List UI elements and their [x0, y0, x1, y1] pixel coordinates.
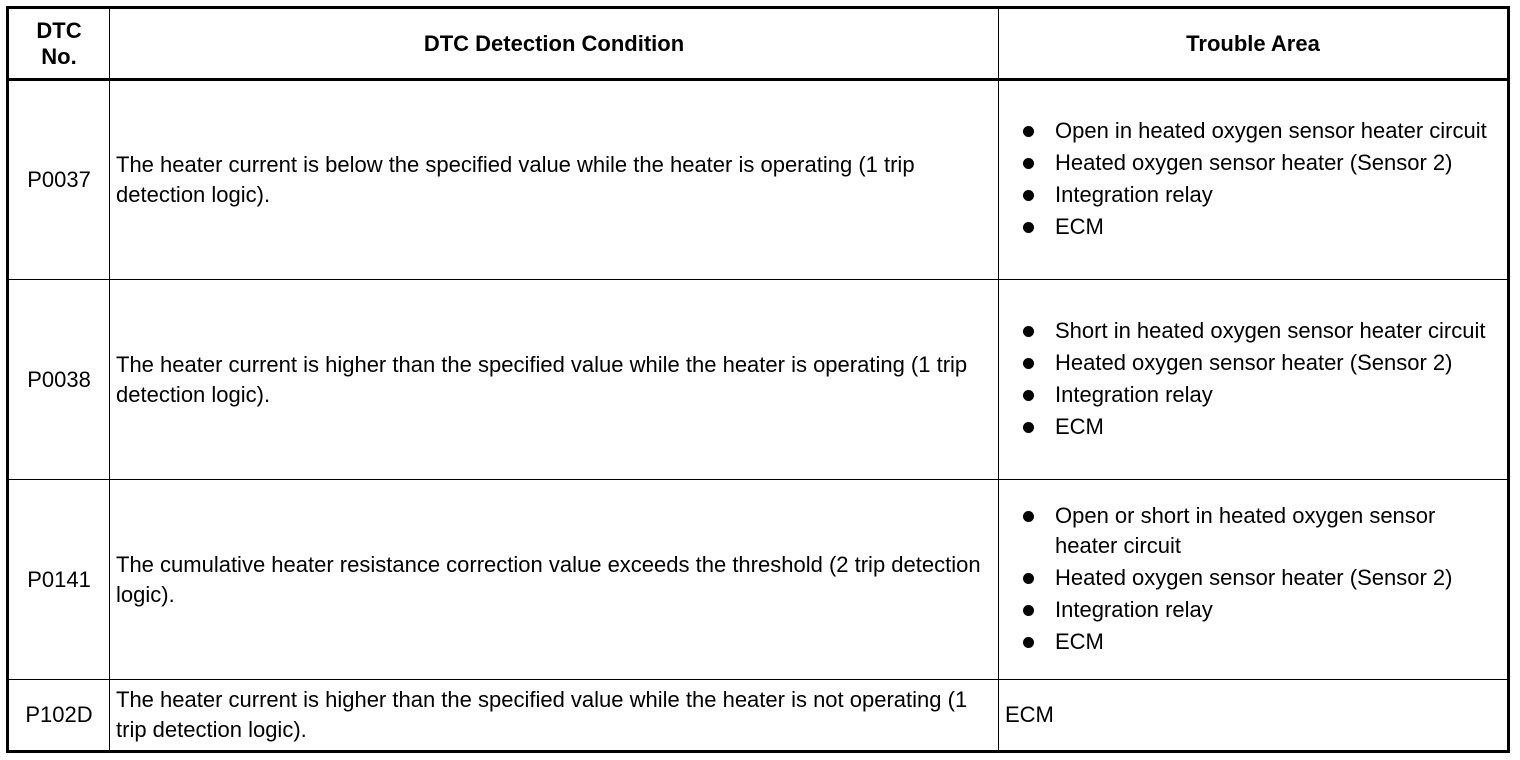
header-dtc-no-label: DTC No. [36, 17, 82, 69]
trouble-area: ECM [999, 680, 1509, 752]
trouble-area-item-text: Integration relay [1055, 596, 1213, 622]
bullet-icon [1023, 637, 1034, 648]
bullet-icon [1023, 326, 1034, 337]
trouble-area-item-text: Open in heated oxygen sensor heater circuit [1055, 118, 1487, 143]
trouble-area-item-text: Short in heated oxygen sensor heater circuit [1055, 317, 1486, 343]
trouble-area-item [1017, 595, 1499, 625]
header-dtc-no [8, 8, 110, 80]
trouble-area-item [1017, 180, 1499, 210]
detection-condition: The cumulative heater resistance correction value exceeds the threshold (2 trip detection logic). [110, 480, 999, 680]
dtc-code: P102D [8, 680, 110, 752]
trouble-area-list [1017, 501, 1499, 657]
bullet-icon [1023, 511, 1034, 522]
header-trouble-area: Trouble Area [999, 8, 1509, 80]
trouble-area-item [1017, 316, 1499, 346]
table-row [8, 280, 1509, 480]
trouble-area-list [1017, 116, 1499, 242]
table-row [8, 80, 1509, 280]
trouble-area-list [1017, 316, 1499, 442]
trouble-area-item [1017, 627, 1499, 657]
bullet-icon [1023, 605, 1034, 616]
trouble-area-item-text: ECM [1055, 214, 1104, 239]
trouble-area-item [1017, 348, 1499, 378]
table-row [8, 680, 1509, 752]
trouble-area-item-text: Heated oxygen sensor heater (Sensor 2) [1055, 564, 1453, 590]
bullet-icon [1023, 573, 1034, 584]
bullet-icon [1023, 358, 1034, 369]
dtc-code: P0037 [8, 80, 110, 280]
trouble-area-item [1017, 412, 1499, 442]
bullet-icon [1023, 126, 1034, 137]
trouble-area [999, 80, 1509, 280]
trouble-area-item [1017, 212, 1499, 242]
trouble-area-item-text: Integration relay [1055, 381, 1213, 407]
detection-condition: The heater current is higher than the specified value while the heater is operating (1 trip detection logic). [110, 280, 999, 480]
trouble-area-item [1017, 148, 1499, 178]
bullet-icon [1023, 222, 1034, 233]
bullet-icon [1023, 422, 1034, 433]
trouble-area [999, 480, 1509, 680]
trouble-area-item-text: Open or short in heated oxygen sensor heater circuit [1055, 502, 1436, 558]
detection-condition: The heater current is below the specified value while the heater is operating (1 trip detection logic). [110, 80, 999, 280]
trouble-area [999, 280, 1509, 480]
table-row [8, 480, 1509, 680]
detection-condition: The heater current is higher than the specified value while the heater is not operating (1 trip detection logic). [110, 680, 999, 752]
bullet-icon [1023, 390, 1034, 401]
header-detection-condition: DTC Detection Condition [110, 8, 999, 80]
trouble-area-item-text: Integration relay [1055, 182, 1213, 207]
dtc-code: P0141 [8, 480, 110, 680]
dtc-table [6, 6, 1510, 753]
bullet-icon [1023, 158, 1034, 169]
bullet-icon [1023, 190, 1034, 201]
trouble-area-item-text: Heated oxygen sensor heater (Sensor 2) [1055, 349, 1453, 375]
dtc-code: P0038 [8, 280, 110, 480]
trouble-area-item-text: Heated oxygen sensor heater (Sensor 2) [1055, 150, 1453, 175]
trouble-area-item-text: ECM [1055, 628, 1104, 654]
trouble-area-item [1017, 501, 1499, 561]
trouble-area-item [1017, 563, 1499, 593]
table-header-row [8, 8, 1509, 80]
trouble-area-item [1017, 380, 1499, 410]
trouble-area-item-text: ECM [1055, 413, 1104, 439]
trouble-area-item [1017, 116, 1499, 146]
